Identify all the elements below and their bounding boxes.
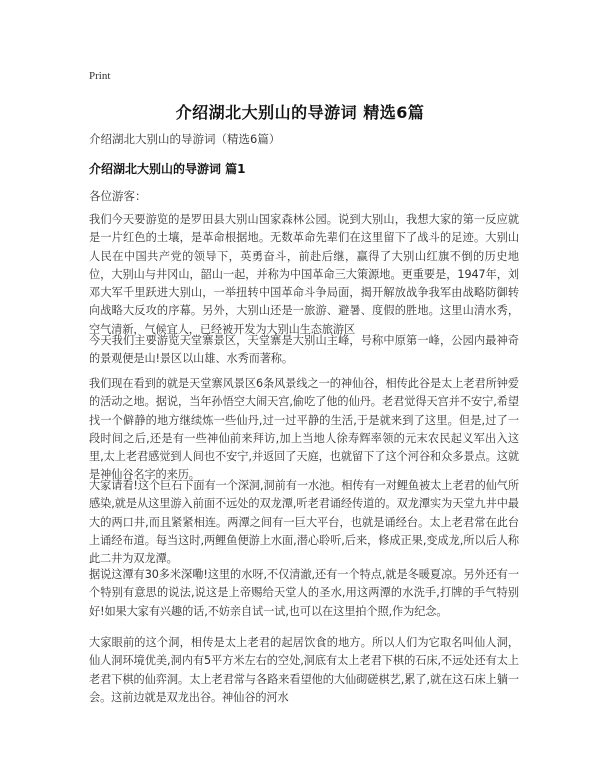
paragraph-2: 今天我们主要游览天堂寨景区，天堂寨是大别山主峰，号称中原第一峰，公园内最神奇的景观便是山!景区以山雄、水秀而著称。 (89, 334, 519, 366)
paragraph-4: 大家请看!这个巨石下面有一个深洞,洞前有一水池。相传有一对鲤鱼被太上老君的仙气所感染,就是从这里游入前面不远处的双龙潭,听老君诵经传道的。双龙潭实为天堂九井中最大的两口井,而且紧紧相连。两潭之间有一巨大平台，也就是诵经台。太上老君常在此台上诵经布道。每当这时,两鲤鱼便游上水面,潜心聆听,后来，修成正果,变成龙,所以后人称此二井为双龙潭。 (89, 479, 519, 566)
document-subtitle: 介绍湖北大别山的导游词（精选6篇） (89, 132, 281, 146)
paragraph-1: 我们今天要游览的是罗田县大别山国家森林公园。说到大别山，我想大家的第一反应就是一片红色的土壤，是革命根据地。无数革命先辈们在这里留下了战斗的足迹。大别山人民在中国共产党的领导下，英勇奋斗，前赴后继，赢得了大别山红旗不倒的历史地位，大别山与井冈山，韶山一起，并称为中国革命三大策源地。更重要是，1947年，刘邓大军千里跃进大别山，一举扭转中国革命斗争局面，揭开解放战争我军由战略防御转向战略大反攻的序幕。另外，大别山还是一旅游、避暑、度假的胜地。这里山清水秀，空气清新，气候宜人，已经被开发为大别山生态旅游区 (89, 213, 519, 336)
section-heading: 介绍湖北大别山的导游词 篇1 (89, 162, 246, 176)
page-title: 介绍湖北大别山的导游词 精选6篇 (175, 103, 425, 122)
print-link[interactable]: Print (89, 70, 111, 82)
paragraph-6: 大家眼前的这个洞，相传是太上老君的起居饮食的地方。所以人们为它取名叫仙人洞，仙人洞环境优美,洞内有5平方米左右的空处,洞底有太上老君下棋的石床,不远处还有太上老君下棋的仙弈洞。太上老君常与各路来看望他的大仙砌磋棋艺,累了,就在这石床上躺一会。这前边就是双龙出谷。神仙谷的河水 (89, 636, 519, 704)
paragraph-5: 据说这潭有30多米深嘞!这里的水呀,不仅清澈,还有一个特点,就是冬暖夏凉。另外还有一个特别有意思的说法,说这是上帝赐给天堂人的圣水,用这两潭的水洗手,打牌的手气特别好!如果大家有兴趣的话,不妨亲自试一试,也可以在这里拍个照,作为纪念。 (89, 568, 519, 618)
greeting: 各位游客： (89, 189, 147, 203)
paragraph-3: 我们现在看到的就是天堂寨风景区6条风景线之一的神仙谷，相传此谷是太上老君所钟爱的活动之地。据说，当年孙悟空大闹天宫,偷吃了他的仙丹。老君觉得天宫并不安宁,希望找一个僻静的地方继续炼一些仙丹,过一过平静的生活,于是就来到了这里。但是,过了一段时间之后,还是有一些神仙前来拜访,加上当地人徐寿辉率领的元末农民起义军出入这里,太上老君感觉到人间也不安宁,并返回了天庭，也就留下了这个河谷和众多景点。这就是神仙谷名字的来历。 (89, 377, 519, 482)
